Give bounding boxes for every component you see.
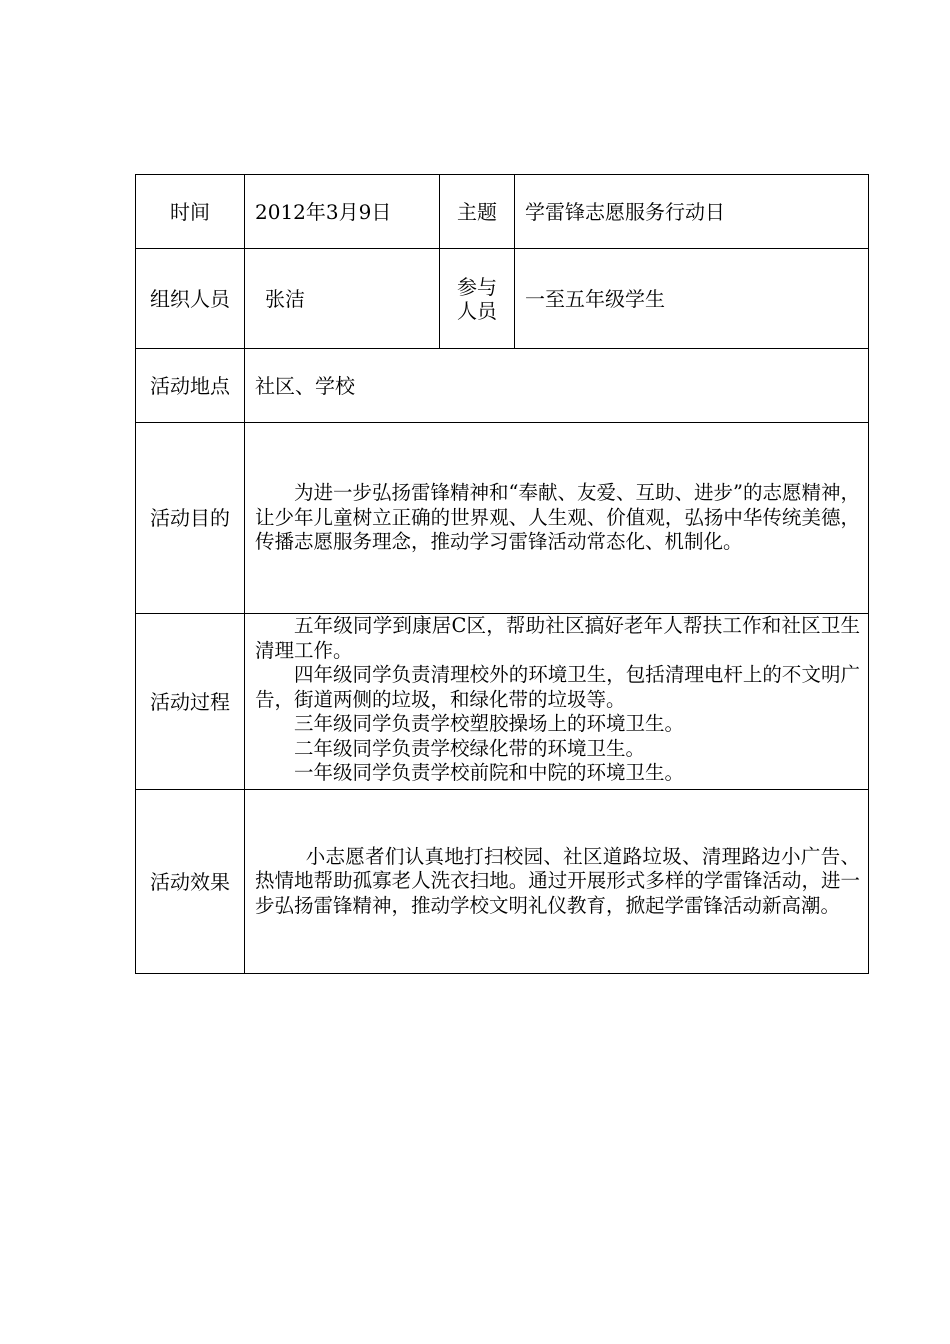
time-label: 时间 xyxy=(136,175,245,249)
topic-value: 学雷锋志愿服务行动日 xyxy=(515,175,869,249)
time-row xyxy=(136,175,869,249)
process-item-grade1: 一年级同学负责学校前院和中院的环境卫生。 xyxy=(294,761,685,784)
organizer-label: 组织人员 xyxy=(136,249,245,349)
organizer-value: 张洁 xyxy=(245,249,440,349)
purpose-text: 为进一步弘扬雷锋精神和“奉献、友爱、互助、进步”的志愿精神，让少年儿童树立正确的世界观、人生观、价值观，弘扬中华传统美德，传播志愿服务理念，推动学习雷锋活动常态化、机制化。 xyxy=(255,481,860,554)
purpose-row xyxy=(136,423,869,614)
process-item-grade3: 三年级同学负责学校塑胶操场上的环境卫生。 xyxy=(294,712,685,735)
participants-label-line1: 参与 xyxy=(457,274,497,299)
participants-value: 一至五年级学生 xyxy=(515,249,869,349)
participants-label-line2: 人员 xyxy=(457,298,497,323)
topic-label: 主题 xyxy=(440,175,515,249)
effect-text: 小志愿者们认真地打扫校园、社区道路垃圾、清理路边小广告、热情地帮助孤寡老人洗衣扫地。通过开展形式多样的学雷锋活动，进一步弘扬雷锋精神，推动学校文明礼仪教育，掀起学雷锋活动新高潮。 xyxy=(255,844,860,917)
location-value: 社区、学校 xyxy=(245,349,869,423)
process-cell xyxy=(245,614,869,790)
activity-record-table xyxy=(135,174,869,974)
organizer-row xyxy=(136,249,869,349)
location-row xyxy=(136,349,869,423)
purpose-label: 活动目的 xyxy=(136,423,245,614)
effect-label: 活动效果 xyxy=(136,790,245,974)
effect-row xyxy=(136,790,869,974)
location-label: 活动地点 xyxy=(136,349,245,423)
purpose-cell xyxy=(245,423,869,614)
time-value: 2012年3月9日 xyxy=(245,175,440,249)
process-label: 活动过程 xyxy=(136,614,245,790)
process-row xyxy=(136,614,869,790)
process-item-grade2: 二年级同学负责学校绿化带的环境卫生。 xyxy=(294,736,646,760)
effect-cell xyxy=(245,790,869,974)
process-item-grade4: 四年级同学负责清理校外的环境卫生，包括清理电杆上的不文明广告，街道两侧的垃圾，和绿化带的垃圾等。 xyxy=(255,663,860,711)
process-item-grade5: 五年级同学到康居C区，帮助社区搞好老年人帮扶工作和社区卫生清理工作。 xyxy=(255,614,860,662)
participants-label xyxy=(440,249,515,349)
